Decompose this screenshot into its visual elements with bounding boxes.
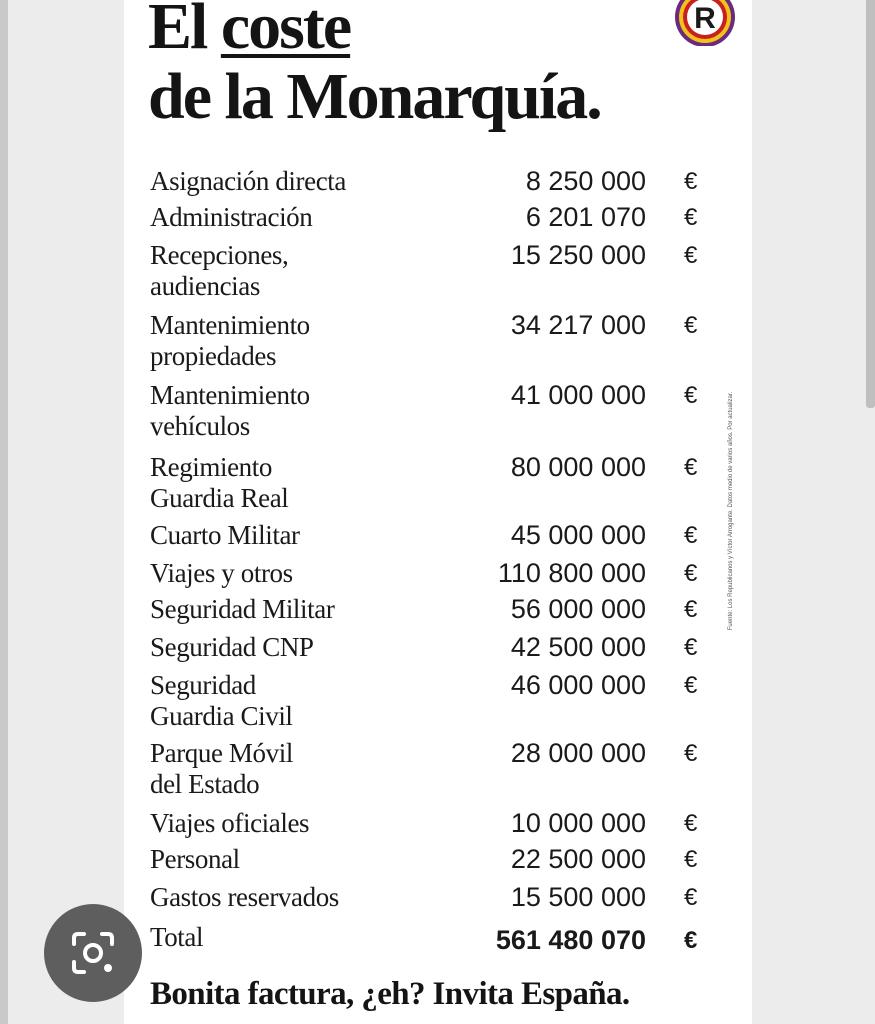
row-label: Administración: [150, 202, 313, 232]
tagline: Bonita factura, ¿eh? Invita España.: [150, 976, 630, 1012]
row-currency: €: [684, 242, 698, 269]
row-currency: €: [684, 672, 698, 699]
total-currency: €: [684, 927, 698, 954]
title-word-coste: coste: [220, 0, 351, 63]
row-label: Seguridad Militar: [150, 594, 335, 624]
row-amount: 10 000 000: [510, 808, 646, 838]
row-amount: 56 000 000: [510, 594, 646, 624]
row-label: Asignación directa: [150, 166, 346, 196]
total-amount: 561 480 070: [495, 925, 646, 955]
row-currency: €: [684, 846, 698, 873]
row-amount: 22 500 000: [510, 844, 646, 874]
row-amount: 8 250 000: [525, 166, 646, 196]
row-amount: 41 000 000: [510, 380, 646, 410]
row-label: Regimiento Guardia Real: [150, 452, 289, 513]
row-label: Viajes oficiales: [150, 808, 310, 838]
left-edge-strip: [0, 0, 8, 1024]
row-currency: €: [684, 204, 698, 231]
row-currency: €: [684, 454, 698, 481]
row-currency: €: [684, 596, 698, 623]
row-amount: 46 000 000: [510, 670, 646, 700]
row-label: Recepciones, audiencias: [150, 240, 289, 301]
row-currency: €: [684, 382, 698, 409]
row-currency: €: [684, 884, 698, 911]
row-label: Mantenimiento propiedades: [150, 310, 310, 371]
row-amount: 42 500 000: [510, 632, 646, 662]
row-amount: 110 800 000: [497, 558, 646, 588]
source-note-text: Fuente: Los Republicanos y Víctor Arrogante. Datos medio de varios años. Por actualizar.: [728, 391, 734, 631]
lens-search-button[interactable]: [44, 904, 142, 1002]
scrollbar-thumb[interactable]: [866, 0, 875, 408]
source-note: [724, 366, 738, 656]
image-card: [124, 0, 752, 1024]
row-currency: €: [684, 810, 698, 837]
row-amount: 6 201 070: [525, 202, 646, 232]
row-amount: 80 000 000: [510, 452, 646, 482]
row-amount: 45 000 000: [510, 520, 646, 550]
row-amount: 15 500 000: [510, 882, 646, 912]
right-gutter: [752, 0, 875, 1024]
page-title: [148, 0, 601, 132]
row-currency: €: [684, 740, 698, 767]
row-currency: €: [684, 522, 698, 549]
row-label: Cuarto Militar: [150, 520, 300, 550]
registered-seal-icon: [673, 0, 737, 46]
row-label: Gastos reservados: [150, 882, 339, 912]
title-line-2: de la Monarquía.: [148, 60, 601, 133]
row-label: Seguridad CNP: [150, 632, 314, 662]
row-label: Viajes y otros: [150, 558, 293, 588]
row-amount: 34 217 000: [510, 310, 646, 340]
row-currency: €: [684, 168, 698, 195]
row-label: Personal: [150, 844, 240, 874]
row-currency: €: [684, 634, 698, 661]
row-currency: €: [684, 560, 698, 587]
row-currency: €: [684, 312, 698, 339]
row-label: Mantenimiento vehículos: [150, 380, 310, 441]
row-label: Seguridad Guardia Civil: [150, 670, 293, 731]
total-label: Total: [150, 922, 204, 952]
row-label: Parque Móvil del Estado: [150, 738, 293, 799]
row-amount: 28 000 000: [510, 738, 646, 768]
lens-search-icon: [68, 928, 118, 978]
row-amount: 15 250 000: [510, 240, 646, 270]
title-word-el: El: [148, 0, 207, 63]
logo-letter: R: [694, 2, 716, 35]
